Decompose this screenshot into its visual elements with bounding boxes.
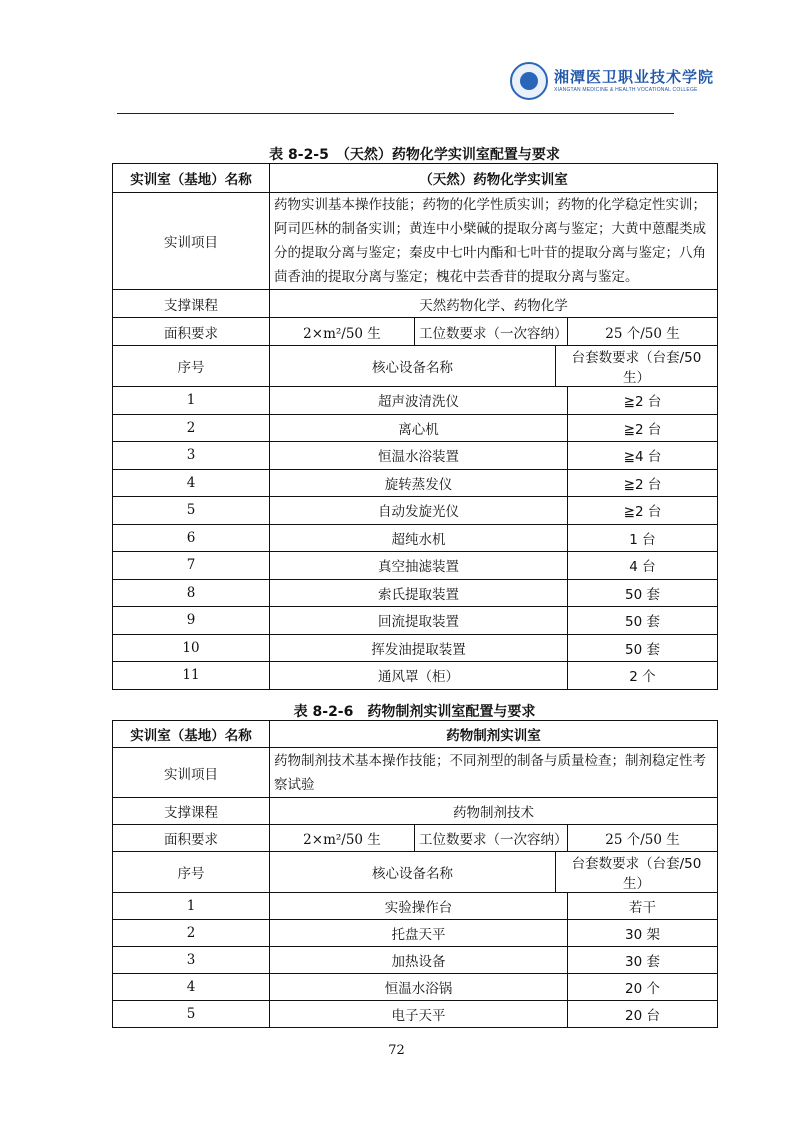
table-row [113,974,718,1001]
table1-course-row [113,290,718,318]
row-number: 1 [113,893,270,920]
device-name: 恒温水浴锅 [270,974,568,1001]
table-row [113,662,718,690]
table2-header-row [113,852,718,893]
row-number: 7 [113,552,270,580]
device-name: 实验操作台 [270,893,568,920]
table-row [113,524,718,552]
row-number: 4 [113,974,270,1001]
college-emblem-icon [510,62,548,100]
row-number: 6 [113,524,270,552]
table1-course-label: 支撑课程 [113,290,270,318]
row-number: 10 [113,634,270,662]
device-quantity: 2 个 [568,662,718,690]
table1-course-value: 天然药物化学、药物化学 [270,290,718,318]
device-quantity: 30 套 [568,947,718,974]
device-quantity: 30 架 [568,920,718,947]
device-quantity: 50 套 [568,579,718,607]
device-name: 通风罩（柜） [270,662,568,690]
table1-room-name: （天然）药物化学实训室 [270,164,718,193]
table1-room-label: 实训室（基地）名称 [113,164,270,193]
table2-area-row [113,825,718,852]
device-quantity: 20 个 [568,974,718,1001]
table-row [113,442,718,470]
table-row [113,893,718,920]
table2-room-name: 药物制剂实训室 [270,721,718,748]
college-name-en: XIANGTAN MEDICINE & HEALTH VOCATIONAL COLLEGE [554,87,698,93]
table2-items-row [113,748,718,798]
table2-area-label: 面积要求 [113,825,270,852]
row-number: 8 [113,579,270,607]
device-quantity: 50 套 [568,634,718,662]
header-divider [117,113,674,114]
table2-col-no: 序号 [113,852,270,893]
table-row [113,947,718,974]
table1-items-text: 药物实训基本操作技能；药物的化学性质实训；药物的化学稳定性实训；阿司匹林的制备实训；黄连中小檗碱的提取分离与鉴定；大黄中蒽醌类成分的提取分离与鉴定；秦皮中七叶内酯和七叶苷的提取分离与鉴定；八角茴香油的提取分离与鉴定；槐花中芸香苷的提取分离与鉴定。 [270,193,718,290]
device-name: 索氏提取装置 [270,579,568,607]
device-name: 挥发油提取装置 [270,634,568,662]
table1-room-row [113,164,718,193]
device-name: 真空抽滤装置 [270,552,568,580]
row-number: 3 [113,442,270,470]
row-number: 2 [113,414,270,442]
table-row [113,920,718,947]
table1-station-label: 工位数要求（一次容纳） [415,318,568,346]
device-name: 托盘天平 [270,920,568,947]
college-name: 湘潭医卫职业技术学院 [554,68,715,86]
row-number: 4 [113,469,270,497]
table2-course-value: 药物制剂技术 [270,798,718,825]
table-row [113,607,718,635]
row-number: 5 [113,1001,270,1028]
device-name: 电子天平 [270,1001,568,1028]
table2-caption: 表 8-2-6 药物制剂实训室配置与要求 [293,704,536,720]
table1-header-row [113,346,718,387]
row-number: 9 [113,607,270,635]
table2-room-label: 实训室（基地）名称 [113,721,270,748]
page-number: 72 [388,1043,405,1058]
table1-col-qty: 台套数要求（台套/50 生） [556,346,718,387]
device-name: 自动发旋光仪 [270,497,568,525]
device-name: 加热设备 [270,947,568,974]
device-quantity: ≧2 台 [568,497,718,525]
device-quantity: ≧2 台 [568,387,718,415]
table1-caption: 表 8-2-5 （天然）药物化学实训室配置与要求 [269,147,560,163]
table1-area-label: 面积要求 [113,318,270,346]
device-quantity: ≧4 台 [568,442,718,470]
device-quantity: 1 台 [568,524,718,552]
table1 [112,163,718,690]
table1-items-row [113,193,718,290]
device-quantity: 4 台 [568,552,718,580]
table1-col-device: 核心设备名称 [270,346,556,387]
device-name: 离心机 [270,414,568,442]
table1-area-row [113,318,718,346]
row-number: 1 [113,387,270,415]
device-name: 回流提取装置 [270,607,568,635]
table-row [113,497,718,525]
row-number: 5 [113,497,270,525]
device-quantity: ≧2 台 [568,414,718,442]
table2-items-text: 药物制剂技术基本操作技能；不同剂型的制备与质量检查；制剂稳定性考察试验 [270,748,718,798]
table1-col-no: 序号 [113,346,270,387]
table-row [113,579,718,607]
table2-area-value: 2×m²/50 生 [270,825,415,852]
table2-station-value: 25 个/50 生 [568,825,718,852]
device-quantity: 50 套 [568,607,718,635]
device-name: 超声波清洗仪 [270,387,568,415]
device-quantity: 若干 [568,893,718,920]
table2-station-label: 工位数要求（一次容纳） [415,825,568,852]
table1-items-label: 实训项目 [113,193,270,290]
table1-area-value: 2×m²/50 生 [270,318,415,346]
table-row [113,1001,718,1028]
table2-course-row [113,798,718,825]
college-logo [510,62,715,104]
row-number: 2 [113,920,270,947]
table1-station-value: 25 个/50 生 [568,318,718,346]
device-name: 旋转蒸发仪 [270,469,568,497]
table-row [113,552,718,580]
table-row [113,634,718,662]
device-name: 恒温水浴装置 [270,442,568,470]
row-number: 3 [113,947,270,974]
table-row [113,469,718,497]
table2-room-row [113,721,718,748]
row-number: 11 [113,662,270,690]
device-quantity: 20 台 [568,1001,718,1028]
table2-course-label: 支撑课程 [113,798,270,825]
device-name: 超纯水机 [270,524,568,552]
table2-col-qty: 台套数要求（台套/50 生） [556,852,718,893]
table2 [112,720,718,1028]
table2-items-label: 实训项目 [113,748,270,798]
table2-col-device: 核心设备名称 [270,852,556,893]
device-quantity: ≧2 台 [568,469,718,497]
table-row [113,387,718,415]
table-row [113,414,718,442]
